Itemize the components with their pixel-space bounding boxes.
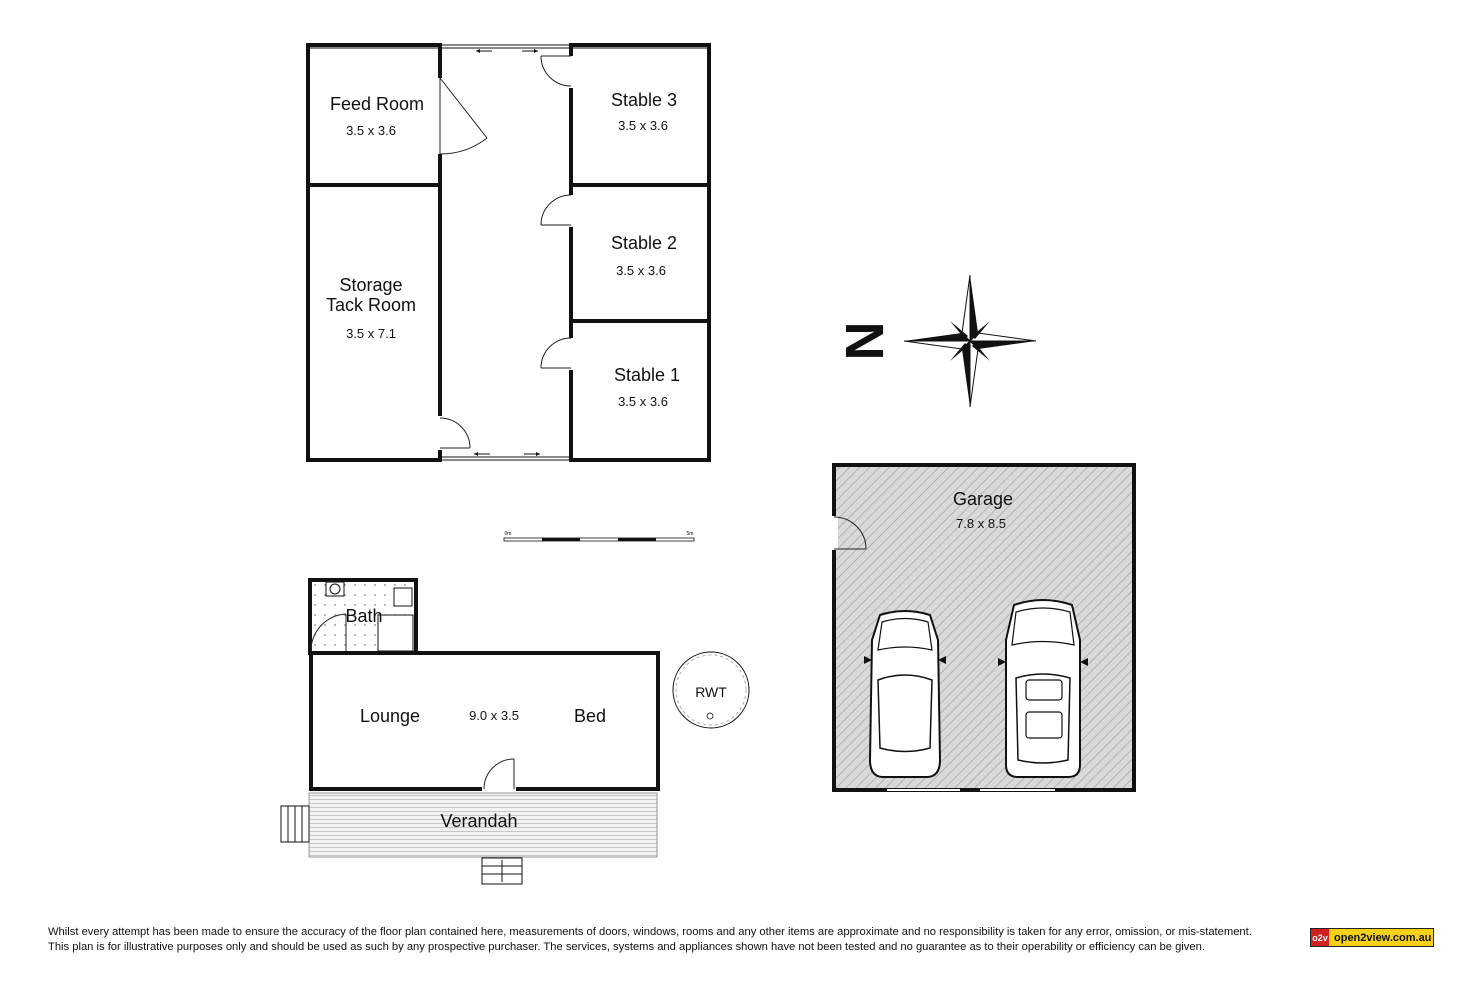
garage-dims: 7.8 x 8.5 <box>956 516 1006 531</box>
verandah-label: Verandah <box>440 811 518 831</box>
storage-dims: 3.5 x 7.1 <box>346 326 396 341</box>
feed-room-door <box>437 78 487 154</box>
scale-end-label: 5m <box>686 531 694 537</box>
rwt-label: RWT <box>695 684 727 700</box>
tack-room-door <box>437 416 470 450</box>
compass <box>834 275 1036 407</box>
open2view-logo-icon: o2v <box>1311 929 1329 946</box>
verandah <box>281 793 657 884</box>
stable-1-dims: 3.5 x 3.6 <box>618 394 668 409</box>
cabin-dims: 9.0 x 3.5 <box>469 708 519 723</box>
garage <box>830 465 1134 790</box>
car-left-icon <box>864 611 946 777</box>
stable-2-door <box>541 195 574 227</box>
tack-room-label: Tack Room <box>325 295 417 315</box>
stable-1-door <box>541 338 574 370</box>
disclaimer-line-2: This plan is for illustrative purposes only and should be used as such by any prospective purchaser. The services, systems and appliances shown have not been tested and no guarantee as to their operability or efficiency can be given. <box>48 940 1205 953</box>
stable-3-door <box>541 56 574 88</box>
storage-label: Storage <box>339 275 403 295</box>
garage-label: Garage <box>952 489 1014 509</box>
feed-room-label: Feed Room <box>329 94 425 114</box>
open2view-badge[interactable] <box>1310 928 1434 947</box>
stable-2-label: Stable 2 <box>610 233 678 253</box>
disclaimer-line-1: Whilst every attempt has been made to ensure the accuracy of the floor plan contained here, measurements of doors, windows, rooms and any other items are approximate and no responsibility is taken for any error, omission, or mis-statement. <box>48 926 1252 938</box>
stable-1-label: Stable 1 <box>613 365 681 385</box>
car-right-icon <box>998 600 1088 777</box>
disclaimer <box>48 925 1298 954</box>
sliding-door-arrows-top <box>476 49 538 53</box>
scale-start-label: 0m <box>504 531 512 537</box>
open2view-site-label: open2view.com.au <box>1334 931 1432 944</box>
scale-bar <box>504 531 694 541</box>
stable-3-dims: 3.5 x 3.6 <box>618 118 668 133</box>
bed-label: Bed <box>573 706 607 726</box>
feed-room-dims: 3.5 x 3.6 <box>346 123 396 138</box>
stable-2-dims: 3.5 x 3.6 <box>616 263 666 278</box>
lounge-label: Lounge <box>359 706 421 726</box>
bath-label: Bath <box>345 606 383 626</box>
compass-star-icon <box>904 275 1036 407</box>
compass-north-label: N <box>834 321 894 361</box>
sliding-door-arrows-bottom <box>474 452 540 456</box>
stable-3-label: Stable 3 <box>610 90 678 110</box>
